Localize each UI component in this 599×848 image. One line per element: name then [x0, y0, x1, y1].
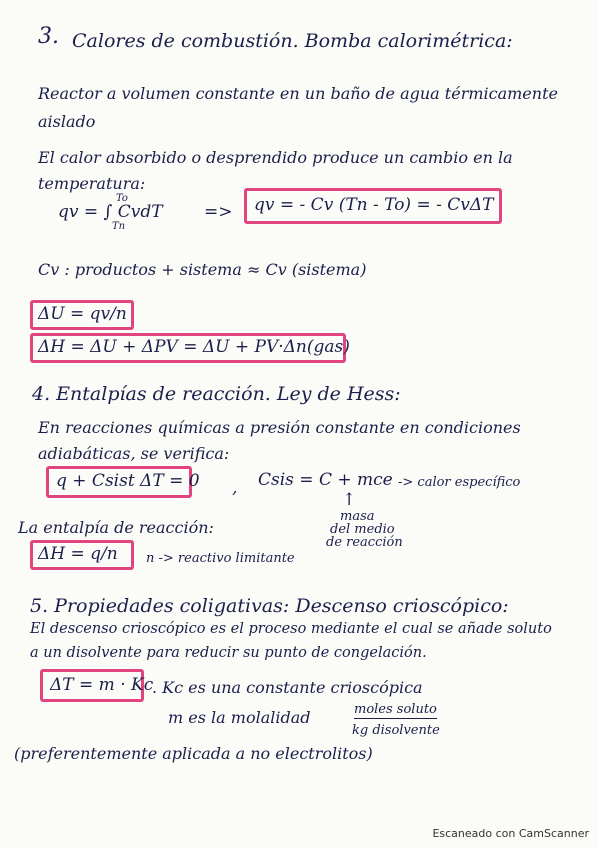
masa-label-3: de reacción — [326, 535, 403, 550]
csis-equation: Csis = C + mce — [258, 470, 393, 490]
fraction-numerator: moles soluto — [354, 702, 437, 717]
integral-lower-limit: Tn — [112, 221, 126, 232]
cv-definition-line: Cv : productos + sistema ≈ Cv (sistema) — [38, 260, 367, 279]
section-5-line-1: El descenso crioscópico es el proceso mediante el cual se añade soluto — [30, 621, 552, 637]
masa-label-1: masa — [340, 509, 375, 524]
section-3-title: Calores de combustión. Bomba calorimétrica: — [72, 30, 513, 52]
scanner-watermark: Escaneado con CamScanner — [432, 827, 589, 840]
delta-t-equation: ΔT = m · Kc — [50, 675, 154, 695]
delta-u-equation: ΔU = qv/n — [38, 304, 127, 324]
qv-integral-equation: qv = ∫ CvdT — [58, 202, 163, 222]
qv-boxed-equation: qv = - Cv (Tn - To) = - CvΔT — [254, 195, 494, 215]
section-4-line-2: adiabáticas, se verifica: — [38, 444, 230, 463]
kc-description: . Kc es una constante crioscópica — [152, 678, 423, 697]
electrolitos-note: (preferentemente aplicada a no electrolitos) — [14, 744, 373, 763]
section-3-line-3: El calor absorbido o desprendido produce un cambio en la — [38, 148, 513, 167]
up-arrow: ↑ — [342, 490, 357, 510]
calor-especifico-note: -> calor específico — [398, 475, 521, 490]
fraction-denominator: kg disolvente — [352, 723, 440, 738]
section-5-title: 5. Propiedades coligativas: Descenso crioscópico: — [30, 595, 509, 617]
section-5-line-2: a un disolvente para reducir su punto de congelación. — [30, 645, 427, 661]
delta-h-equation: ΔH = ΔU + ΔPV = ΔU + PV·Δn(gas) — [38, 337, 350, 357]
q-csist-equation: q + Csist ΔT = 0 — [56, 471, 200, 491]
integral-upper-limit: To — [116, 193, 128, 204]
reactivo-limitante-note: n -> reactivo limitante — [146, 551, 295, 566]
comma: , — [232, 478, 238, 498]
entalpia-label: La entalpía de reacción: — [18, 518, 214, 537]
section-4-title: 4. Entalpías de reacción. Ley de Hess: — [32, 383, 401, 405]
section-3-line-4: temperatura: — [38, 174, 146, 193]
delta-h-q-equation: ΔH = q/n — [38, 544, 118, 564]
molalidad-description: m es la molalidad — [168, 708, 311, 727]
masa-label-2: del medio — [330, 522, 395, 537]
section-3-line-1: Reactor a volumen constante en un baño de agua térmicamente — [38, 84, 558, 103]
section-3-number: 3. — [38, 24, 59, 49]
section-3-line-2: aislado — [38, 112, 96, 131]
implies-arrow: => — [204, 202, 233, 222]
section-4-line-1: En reacciones químicas a presión constante en condiciones — [38, 418, 521, 437]
